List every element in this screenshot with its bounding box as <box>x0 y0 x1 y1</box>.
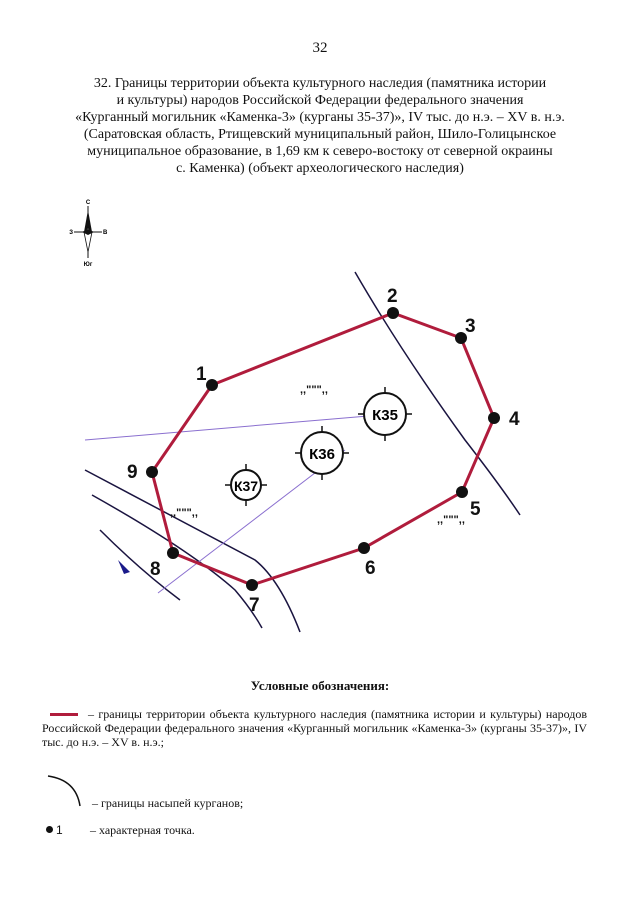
compass-south-label: Юг <box>83 262 93 268</box>
title-line: с. Каменка) (объект археологического наследия) <box>176 161 464 176</box>
point-marker <box>246 579 258 591</box>
point-label: 3 <box>465 316 476 337</box>
point-dot-icon <box>46 826 53 833</box>
grass-symbol: ,,""",, <box>437 514 465 526</box>
point-label: 8 <box>150 559 161 580</box>
legend-boundary-text: – границы территории объекта культурного наследия (памятника истории и культуры) народов Российской Федерации федерального значения «Курганный могильник «Каменка-3» (курганы 35-37)», IV тыс. до н.э. – XV в. н.э.; <box>42 707 587 749</box>
point-label: 1 <box>196 364 207 385</box>
point-marker <box>358 542 370 554</box>
compass-west-label: З <box>69 230 73 236</box>
legend-mound-text: – границы насыпей курганов; <box>92 796 244 810</box>
kurgan-label: К37 <box>233 478 259 494</box>
legend-heading: Условные обозначения: <box>250 678 390 693</box>
point-marker <box>146 466 158 478</box>
point-label: 9 <box>127 462 138 483</box>
title-line: и культуры) народов Российской Федерации федерального значения <box>116 93 524 108</box>
title-line: (Саратовская область, Ртищевский муниципальный район, Шило-Голицынское <box>83 127 557 142</box>
point-label: 7 <box>249 595 260 616</box>
title-line: 32. Границы территории объекта культурного наследия (памятника истории <box>93 76 547 91</box>
boundary-line-symbol <box>50 713 78 716</box>
title-line: «Курганный могильник «Каменка-3» (курганы 35-37)», IV тыс. до н.э. – XV в. н.э. <box>75 110 565 125</box>
kurgan-label: К36 <box>309 446 335 463</box>
compass-north-label: С <box>85 200 91 206</box>
grass-symbol: ,,""",, <box>300 384 328 396</box>
point-label: 4 <box>509 409 520 430</box>
point-marker <box>167 547 179 559</box>
point-marker <box>387 307 399 319</box>
kurgan-k35 <box>358 387 412 441</box>
grass-symbol: ,,""",, <box>170 507 198 519</box>
kurgan-label: К35 <box>372 407 398 424</box>
point-label: 5 <box>470 499 481 520</box>
boundary-map <box>0 190 640 650</box>
compass-east-label: В <box>103 230 108 236</box>
point-marker <box>206 379 218 391</box>
mound-arc-icon <box>46 772 88 812</box>
kurgan-k36 <box>295 426 349 480</box>
legend-point-number: 1 <box>56 823 63 837</box>
point-marker <box>488 412 500 424</box>
legend-boundary-entry <box>42 707 587 749</box>
title-line: муниципальное образование, в 1,69 км к северо-востоку от северной окраины <box>87 144 553 159</box>
arrow-marker-icon <box>118 560 130 574</box>
legend-mound-entry <box>42 772 587 822</box>
legend-point-text: – характерная точка. <box>90 823 195 837</box>
point-label: 2 <box>387 286 398 307</box>
compass-rose <box>69 200 108 268</box>
page-title <box>40 75 600 177</box>
point-label: 6 <box>365 558 376 579</box>
point-marker <box>456 486 468 498</box>
kurgan-k37 <box>225 464 267 506</box>
page-number: 32 <box>312 40 328 56</box>
